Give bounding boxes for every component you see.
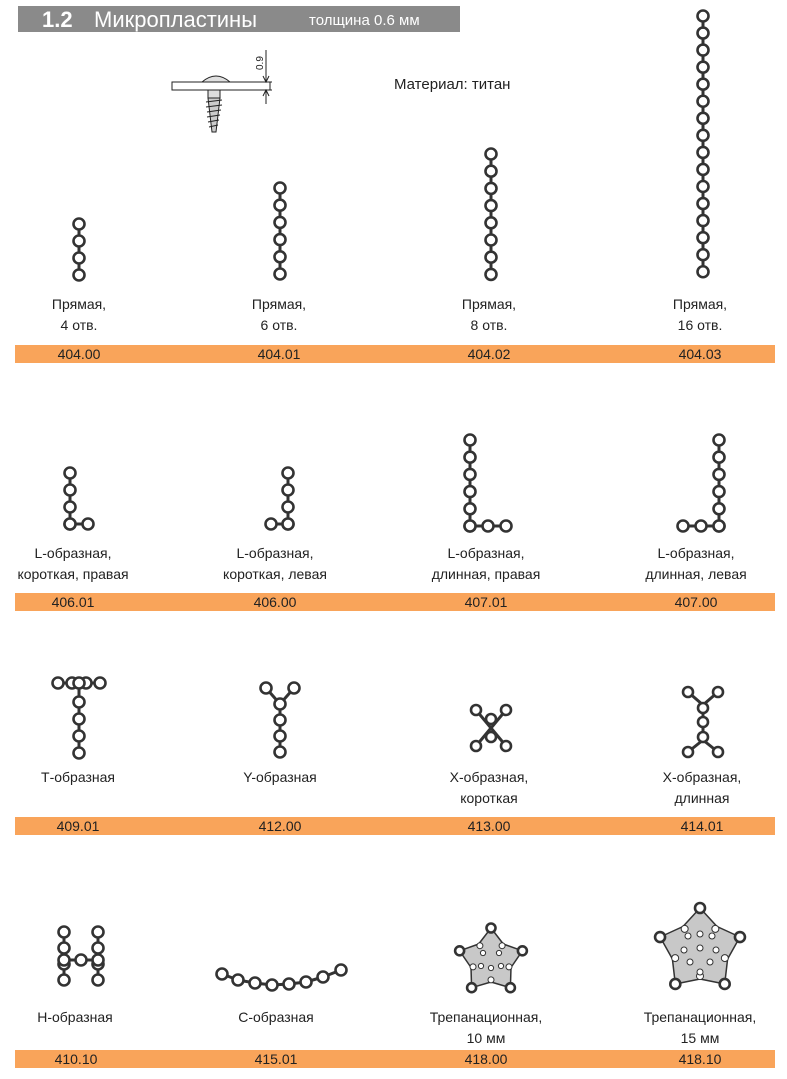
plate-hole: [501, 705, 511, 715]
plate-hole: [233, 975, 244, 986]
plate-hole: [261, 683, 272, 694]
plate-hole: [713, 747, 723, 757]
plate-hole: [698, 232, 709, 243]
plate-hole: [283, 502, 294, 513]
plate-hole: [275, 699, 286, 710]
plate-hole: [695, 903, 705, 913]
plate-hole: [720, 979, 730, 989]
plate-hole: [486, 149, 497, 160]
product-code: 407.00: [674, 594, 718, 610]
plate-hole: [275, 269, 286, 280]
plate-hole: [698, 717, 708, 727]
plate-hole: [284, 979, 295, 990]
plate-hole: [713, 687, 723, 697]
plate-hole: [74, 714, 85, 725]
plate-hole: [283, 468, 294, 479]
product-label-418-10: Трепанационная, 15 мм: [643, 1009, 757, 1046]
product-code: 415.01: [254, 1051, 298, 1067]
plate-407-01: [465, 435, 512, 532]
product-code: 418.10: [678, 1051, 722, 1067]
plate-hole: [455, 946, 464, 955]
plate-hole: [501, 741, 511, 751]
plate-404-00: [74, 219, 85, 281]
plate-hole: [486, 166, 497, 177]
product-label-414-01: Х-образная, длинная: [662, 769, 742, 806]
plate-hole: [506, 983, 515, 992]
plate-412-00: [261, 683, 300, 758]
plate-hole: [714, 452, 725, 463]
plate-hole: [501, 521, 512, 532]
plate-hole: [698, 62, 709, 73]
product-code: 409.01: [56, 818, 100, 834]
plate-hole: [471, 741, 481, 751]
product-label-418-00: Трепанационная, 10 мм: [429, 1009, 543, 1046]
plate-hole: [53, 678, 64, 689]
plate-hole: [486, 732, 496, 742]
plate-hole: [93, 955, 104, 966]
plate-406-00: [266, 468, 294, 530]
plate-hole: [486, 252, 497, 263]
plate-hole: [698, 249, 709, 260]
product-label-407-00: L-образная, длинная, левая: [645, 545, 747, 582]
plate-hole: [74, 731, 85, 742]
plate-hole: [465, 521, 476, 532]
plate-hole: [698, 164, 709, 175]
plate-hole: [698, 198, 709, 209]
plate-hole: [471, 705, 481, 715]
plate-hole: [318, 972, 329, 983]
plate-hole: [275, 200, 286, 211]
plate-hole: [735, 932, 745, 942]
plate-hole: [275, 251, 286, 262]
plate-hole: [65, 468, 76, 479]
product-label-412-00: Y-образная: [243, 769, 317, 785]
plate-hole: [283, 519, 294, 530]
plate-415-01: [217, 965, 347, 991]
section-number: 1.2: [42, 7, 73, 32]
product-label-404-01: Прямая, 6 отв.: [251, 296, 307, 333]
product-label-413-00: Х-образная, короткая: [449, 769, 529, 806]
plate-hole: [698, 266, 709, 277]
plate-hole: [217, 969, 228, 980]
plate-hole: [301, 977, 312, 988]
plate-hole: [486, 269, 497, 280]
plate-hole: [465, 452, 476, 463]
plate-hole: [465, 435, 476, 446]
plate-hole: [250, 978, 261, 989]
plate-410-10: [59, 927, 104, 986]
plate-hole: [486, 183, 497, 194]
plate-hole: [655, 932, 665, 942]
plate-hole: [670, 979, 680, 989]
product-label-415-01: С-образная: [238, 1009, 314, 1025]
plate-hole: [74, 270, 85, 281]
plate-413-00: [471, 705, 511, 751]
plate-hole: [483, 521, 494, 532]
thickness-note: толщина 0.6 мм: [309, 12, 420, 29]
plate-hole: [93, 927, 104, 938]
dimension-label: 0.9: [255, 56, 266, 70]
section-title: Микропластины: [94, 7, 258, 32]
plate-hole: [487, 924, 496, 933]
plate-404-01: [275, 183, 286, 280]
plate-hole: [465, 469, 476, 480]
plate-hole: [275, 217, 286, 228]
product-label-409-01: Т-образная: [41, 769, 115, 785]
product-label-404-00: Прямая, 4 отв.: [51, 296, 107, 333]
plate-hole: [74, 219, 85, 230]
plate-404-03: [698, 11, 709, 278]
plate-hole: [59, 943, 70, 954]
plate-hole: [266, 519, 277, 530]
plate-hole: [59, 975, 70, 986]
product-code: 404.02: [467, 346, 511, 362]
product-code: 406.00: [253, 594, 297, 610]
plate-hole: [336, 965, 347, 976]
plate-hole: [714, 521, 725, 532]
plate-409-01: [53, 678, 106, 759]
product-label-406-01: L-образная, короткая, правая: [17, 545, 129, 582]
plate-hole: [93, 943, 104, 954]
plate-hole: [59, 927, 70, 938]
plate-406-01: [65, 468, 94, 530]
plate-hole: [465, 503, 476, 514]
plate-hole: [518, 946, 527, 955]
product-code: 418.00: [464, 1051, 508, 1067]
plate-hole: [289, 683, 300, 694]
plate-hole: [714, 486, 725, 497]
plate-hole: [486, 200, 497, 211]
plate-hole: [698, 11, 709, 22]
product-code: 414.01: [680, 818, 724, 834]
plate-hole: [486, 235, 497, 246]
product-code: 404.01: [257, 346, 301, 362]
plate-hole: [698, 147, 709, 158]
product-label-407-01: L-образная, длинная, правая: [431, 545, 541, 582]
plate-hole: [267, 980, 278, 991]
plate-hole: [698, 28, 709, 39]
product-code: 406.01: [51, 594, 95, 610]
plate-hole: [714, 469, 725, 480]
product-label-404-02: Прямая, 8 отв.: [461, 296, 517, 333]
plate-hole: [65, 502, 76, 513]
plate-hole: [275, 715, 286, 726]
plate-hole: [74, 253, 85, 264]
plate-hole: [698, 130, 709, 141]
plate-hole: [698, 181, 709, 192]
plate-hole: [74, 748, 85, 759]
product-code: 407.01: [464, 594, 508, 610]
plate-hole: [93, 975, 104, 986]
plate-hole: [275, 234, 286, 245]
plate-418-00: [455, 924, 527, 993]
plate-hole: [275, 183, 286, 194]
product-label-410-10: Н-образная: [37, 1009, 113, 1025]
product-code: 413.00: [467, 818, 511, 834]
plate-hole: [65, 485, 76, 496]
plate-hole: [275, 747, 286, 758]
plate-hole: [683, 687, 693, 697]
plate-hole: [95, 678, 106, 689]
plate-hole: [714, 503, 725, 514]
plate-hole: [486, 217, 497, 228]
plate-hole: [698, 45, 709, 56]
plate-hole: [74, 236, 85, 247]
product-label-404-03: Прямая, 16 отв.: [672, 296, 728, 333]
plate-418-10: [655, 903, 745, 989]
plate-404-02: [486, 149, 497, 280]
plate-hole: [65, 519, 76, 530]
plate-hole: [283, 485, 294, 496]
plate-hole: [696, 521, 707, 532]
plate-hole: [698, 703, 708, 713]
plate-hole: [698, 96, 709, 107]
product-code: 404.00: [57, 346, 101, 362]
plate-hole: [698, 732, 708, 742]
plate-hole: [467, 983, 476, 992]
plate-hole: [698, 215, 709, 226]
product-label-406-00: L-образная, короткая, левая: [223, 545, 327, 582]
plate-hole: [698, 79, 709, 90]
plate-hole: [74, 678, 85, 689]
product-code: 404.03: [678, 346, 722, 362]
product-code: 412.00: [258, 818, 302, 834]
plate-hole: [465, 486, 476, 497]
plate-hole: [74, 697, 85, 708]
material-note: Материал: титан: [394, 76, 511, 93]
plate-hole: [698, 113, 709, 124]
plate-hole: [83, 519, 94, 530]
plate-hole: [683, 747, 693, 757]
plate-407-00: [678, 435, 725, 532]
plate-hole: [486, 714, 496, 724]
plate-hole: [59, 955, 70, 966]
plate-hole: [275, 731, 286, 742]
product-code: 410.10: [54, 1051, 98, 1067]
plate-hole: [714, 435, 725, 446]
plate-hole: [76, 955, 87, 966]
plate-hole: [678, 521, 689, 532]
plate-414-01: [683, 687, 723, 757]
